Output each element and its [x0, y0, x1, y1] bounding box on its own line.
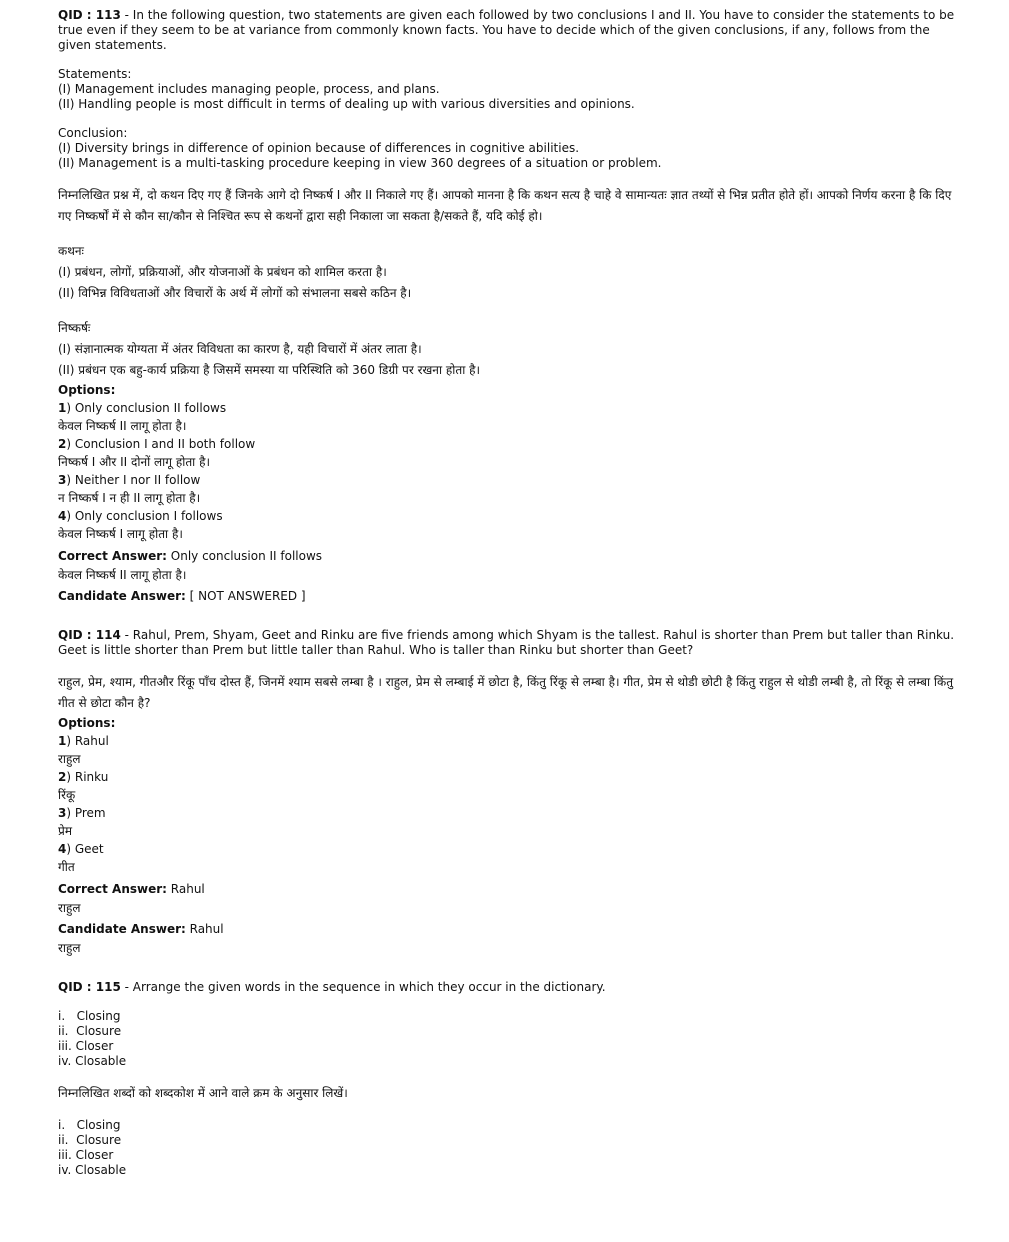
question-text: - In the following question, two statements are given each followed by two conclusions I and II. You have to consider the statements to be true even if they seem to be at variance from commonly known facts. You have to decide which of the given conclusions, if any, follows from the given statements.: [58, 8, 955, 52]
correct-answer-value: Only conclusion II follows: [166, 549, 323, 563]
option-text: ) Conclusion I and II both follow: [66, 437, 256, 451]
option-2: [58, 435, 958, 453]
word-1: i. Closing: [58, 1009, 121, 1023]
option-1-hindi: राहुल: [58, 752, 81, 766]
correct-answer-label: Correct Answer:: [58, 882, 167, 896]
conclusion-label: Conclusion:: [58, 126, 128, 140]
correct-answer: [58, 880, 958, 899]
qid-label: QID : 114: [58, 628, 121, 642]
option-text: ) Only conclusion I follows: [66, 509, 223, 523]
option-number: 2: [58, 437, 67, 451]
word-2: ii. Closure: [58, 1024, 122, 1038]
hindi-statement-1: (I) प्रबंधन, लोगों, प्रक्रियाओं, और योजनाओं के प्रबंधन को शामिल करता है।: [58, 265, 387, 279]
hindi-conclusion-1: (I) संज्ञानात्मक योग्यता में अंतर विविधता का कारण है, यही विचारों में अंतर लाता है।: [58, 342, 422, 356]
candidate-answer-label: Candidate Answer:: [58, 589, 186, 603]
option-2-hindi: रिंकू: [58, 788, 76, 802]
options-label: Options:: [58, 383, 116, 397]
correct-answer-value: Rahul: [166, 882, 205, 896]
hindi-word-3: iii. Closer: [58, 1148, 114, 1162]
qid-label: QID : 115: [58, 980, 121, 994]
candidate-answer-hindi: राहुल: [58, 941, 81, 955]
hindi-conclusion-label: निष्कर्षः: [58, 321, 91, 335]
option-number: 2: [58, 770, 67, 784]
option-4-hindi: केवल निष्कर्ष I लागू होता है।: [58, 527, 183, 541]
option-3-hindi: प्रेम: [58, 824, 73, 838]
option-text: ) Neither I nor II follow: [66, 473, 201, 487]
option-text: ) Only conclusion II follows: [66, 401, 227, 415]
hindi-question-text: निम्नलिखित प्रश्न में, दो कथन दिए गए हैं जिनके आगे दो निष्कर्ष I और II निकाले गए हैं। आपको मानना है कि कथन सत्य है चाहे वे सामान्यतः ज्ञात तथ्यों से भिन्न प्रतीत होते हों। आपको निर्णय करना है कि दिए गए निष्कर्षों में से कौन सा/कौन से निश्चित रूप से कथनों द्वारा सही निकाला जा सकता है/सकते हैं, यदि कोई हो।: [58, 188, 952, 223]
document-page: [58, 8, 958, 1178]
option-text: ) Prem: [66, 806, 106, 820]
question-113-prompt: [58, 8, 958, 53]
hindi-question-text: निम्नलिखित शब्दों को शब्दकोश में आने वाले क्रम के अनुसार लिखें।: [58, 1086, 348, 1100]
qid-label: QID : 113: [58, 8, 121, 22]
option-4: [58, 507, 958, 525]
option-text: ) Rahul: [66, 734, 109, 748]
candidate-answer: [58, 587, 958, 606]
option-4: [58, 840, 958, 858]
question-text: - Arrange the given words in the sequence in which they occur in the dictionary.: [120, 980, 606, 994]
option-3: [58, 804, 958, 822]
question-114-prompt: [58, 628, 958, 658]
option-number: 4: [58, 509, 67, 523]
correct-answer-hindi: राहुल: [58, 901, 81, 915]
candidate-answer-value: Rahul: [185, 922, 224, 936]
option-1: [58, 732, 958, 750]
option-4-hindi: गीत: [58, 860, 75, 874]
option-3-hindi: न निष्कर्ष I न ही II लागू होता है।: [58, 491, 201, 505]
option-number: 3: [58, 806, 67, 820]
options-label: Options:: [58, 716, 116, 730]
hindi-statement-2: (II) विभिन्न विविधताओं और विचारों के अर्थ में लोगों को संभालना सबसे कठिन है।: [58, 286, 412, 300]
candidate-answer: [58, 920, 958, 939]
option-1-hindi: केवल निष्कर्ष II लागू होता है।: [58, 419, 187, 433]
statement-2: (II) Handling people is most difficult in terms of dealing up with various diversities and opinions.: [58, 97, 635, 111]
conclusion-2: (II) Management is a multi-tasking procedure keeping in view 360 degrees of a situation or problem.: [58, 156, 662, 170]
statements-label: Statements:: [58, 67, 132, 81]
hindi-word-4: iv. Closable: [58, 1163, 127, 1177]
question-115-prompt: [58, 980, 958, 995]
option-1: [58, 399, 958, 417]
correct-answer-hindi: केवल निष्कर्ष II लागू होता है।: [58, 568, 187, 582]
conclusion-1: (I) Diversity brings in difference of opinion because of differences in cognitive abilities.: [58, 141, 580, 155]
option-number: 1: [58, 401, 67, 415]
correct-answer-label: Correct Answer:: [58, 549, 167, 563]
option-number: 1: [58, 734, 67, 748]
correct-answer: [58, 547, 958, 566]
option-text: ) Rinku: [66, 770, 109, 784]
hindi-question-text: राहुल, प्रेम, श्याम, गीतऔर रिंकू पाँच दोस्त हैं, जिनमें श्याम सबसे लम्बा है । राहुल, प्रेम से लम्बाई में छोटा है, किंतु रिंकू से लम्बा है। गीत, प्रेम से थोडी छोटी है किंतु राहुल से थोडी लम्बी है, तो रिंकू से लम्बा किंतु गीत से छोटा कौन है?: [58, 675, 954, 710]
statement-1: (I) Management includes managing people, process, and plans.: [58, 82, 440, 96]
option-text: ) Geet: [66, 842, 104, 856]
option-2-hindi: निष्कर्ष I और II दोनों लागू होता है।: [58, 455, 211, 469]
word-4: iv. Closable: [58, 1054, 127, 1068]
hindi-statements-label: कथनः: [58, 244, 84, 258]
hindi-word-2: ii. Closure: [58, 1133, 122, 1147]
word-3: iii. Closer: [58, 1039, 114, 1053]
hindi-word-1: i. Closing: [58, 1118, 121, 1132]
question-text: - Rahul, Prem, Shyam, Geet and Rinku are five friends among which Shyam is the tallest. Rahul is shorter than Prem but taller than Rinku. Geet is little shorter than Prem but little taller than Rahul. Who is taller than Rinku but shorter than Geet?: [58, 628, 955, 657]
option-number: 4: [58, 842, 67, 856]
candidate-answer-label: Candidate Answer:: [58, 922, 186, 936]
option-3: [58, 471, 958, 489]
option-2: [58, 768, 958, 786]
candidate-answer-value: [ NOT ANSWERED ]: [185, 589, 306, 603]
option-number: 3: [58, 473, 67, 487]
hindi-conclusion-2: (II) प्रबंधन एक बहु-कार्य प्रक्रिया है जिसमें समस्या या परिस्थिति को 360 डिग्री पर रखना होता है।: [58, 363, 481, 377]
